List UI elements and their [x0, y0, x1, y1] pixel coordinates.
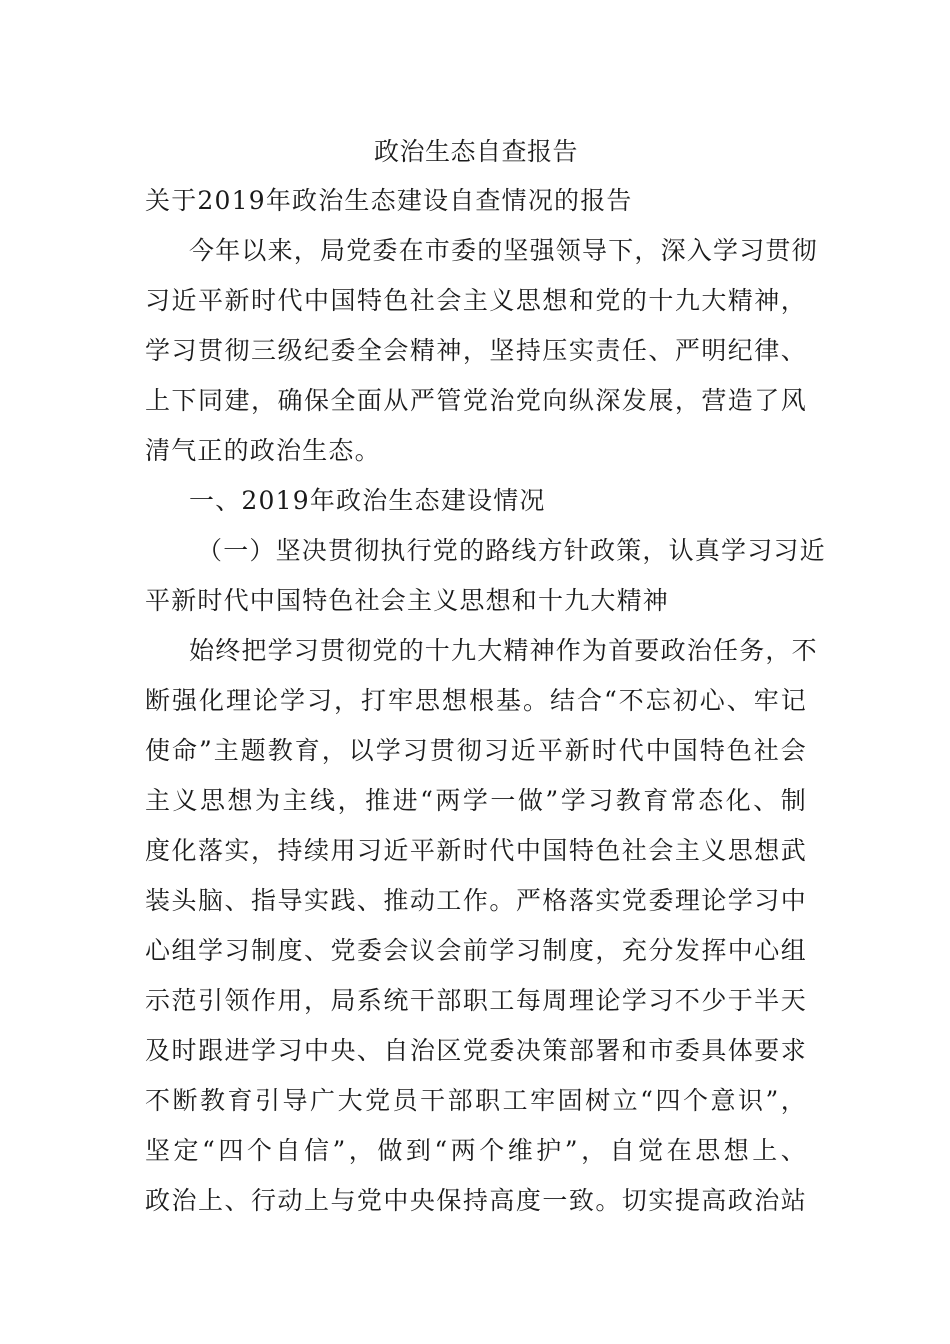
- paragraph-line: 主义思想为主线，推进“两学一做”学习教育常态化、制: [145, 786, 807, 815]
- document-title: 政治生态自查报告: [373, 137, 578, 166]
- subsection-heading-line: （一）坚决贯彻执行党的路线方针政策，认真学习习近: [197, 536, 826, 565]
- paragraph-line: 上下同建，确保全面从严管党治党向纵深发展，营造了风: [145, 386, 807, 415]
- document-subtitle: 关于2019年政治生态建设自查情况的报告: [145, 186, 633, 215]
- document-page: [145, 128, 826, 1226]
- paragraph-line: 不断教育引导广大党员干部职工牢固树立“四个意识”，: [145, 1086, 807, 1115]
- paragraph-line: 度化落实，持续用习近平新时代中国特色社会主义思想武: [145, 836, 807, 865]
- paragraph-line: 坚定“四个自信”，做到“两个维护”，自觉在思想上、: [145, 1136, 807, 1165]
- paragraph-line: 政治上、行动上与党中央保持高度一致。切实提高政治站: [145, 1186, 807, 1215]
- paragraph-line: 心组学习制度、党委会议会前学习制度，充分发挥中心组: [145, 936, 807, 965]
- paragraph-line: 清气正的政治生态。: [145, 436, 381, 465]
- paragraph-line: 装头脑、指导实践、推动工作。严格落实党委理论学习中: [145, 886, 807, 915]
- paragraph-line: 示范引领作用，局系统干部职工每周理论学习不少于半天: [145, 986, 807, 1015]
- paragraph-line: 断强化理论学习，打牢思想根基。结合“不忘初心、牢记: [145, 686, 807, 715]
- paragraph-line: 习近平新时代中国特色社会主义思想和党的十九大精神，: [145, 286, 807, 315]
- subsection-heading-line: 平新时代中国特色社会主义思想和十九大精神: [145, 586, 670, 615]
- paragraph-line: 及时跟进学习中央、自治区党委决策部署和市委具体要求: [145, 1036, 807, 1065]
- subsection-heading: [145, 526, 826, 626]
- paragraph-study: [145, 626, 818, 1226]
- paragraph-line: 使命”主题教育，以学习贯彻习近平新时代中国特色社会: [145, 736, 807, 765]
- paragraph-line: 今年以来，局党委在市委的坚强领导下，深入学习贯彻: [189, 236, 818, 265]
- paragraph-intro: [145, 226, 818, 476]
- paragraph-line: 学习贯彻三级纪委全会精神，坚持压实责任、严明纪律、: [145, 336, 807, 365]
- paragraph-line: 始终把学习贯彻党的十九大精神作为首要政治任务，不: [189, 636, 818, 665]
- section-heading: 一、2019年政治生态建设情况: [189, 486, 546, 515]
